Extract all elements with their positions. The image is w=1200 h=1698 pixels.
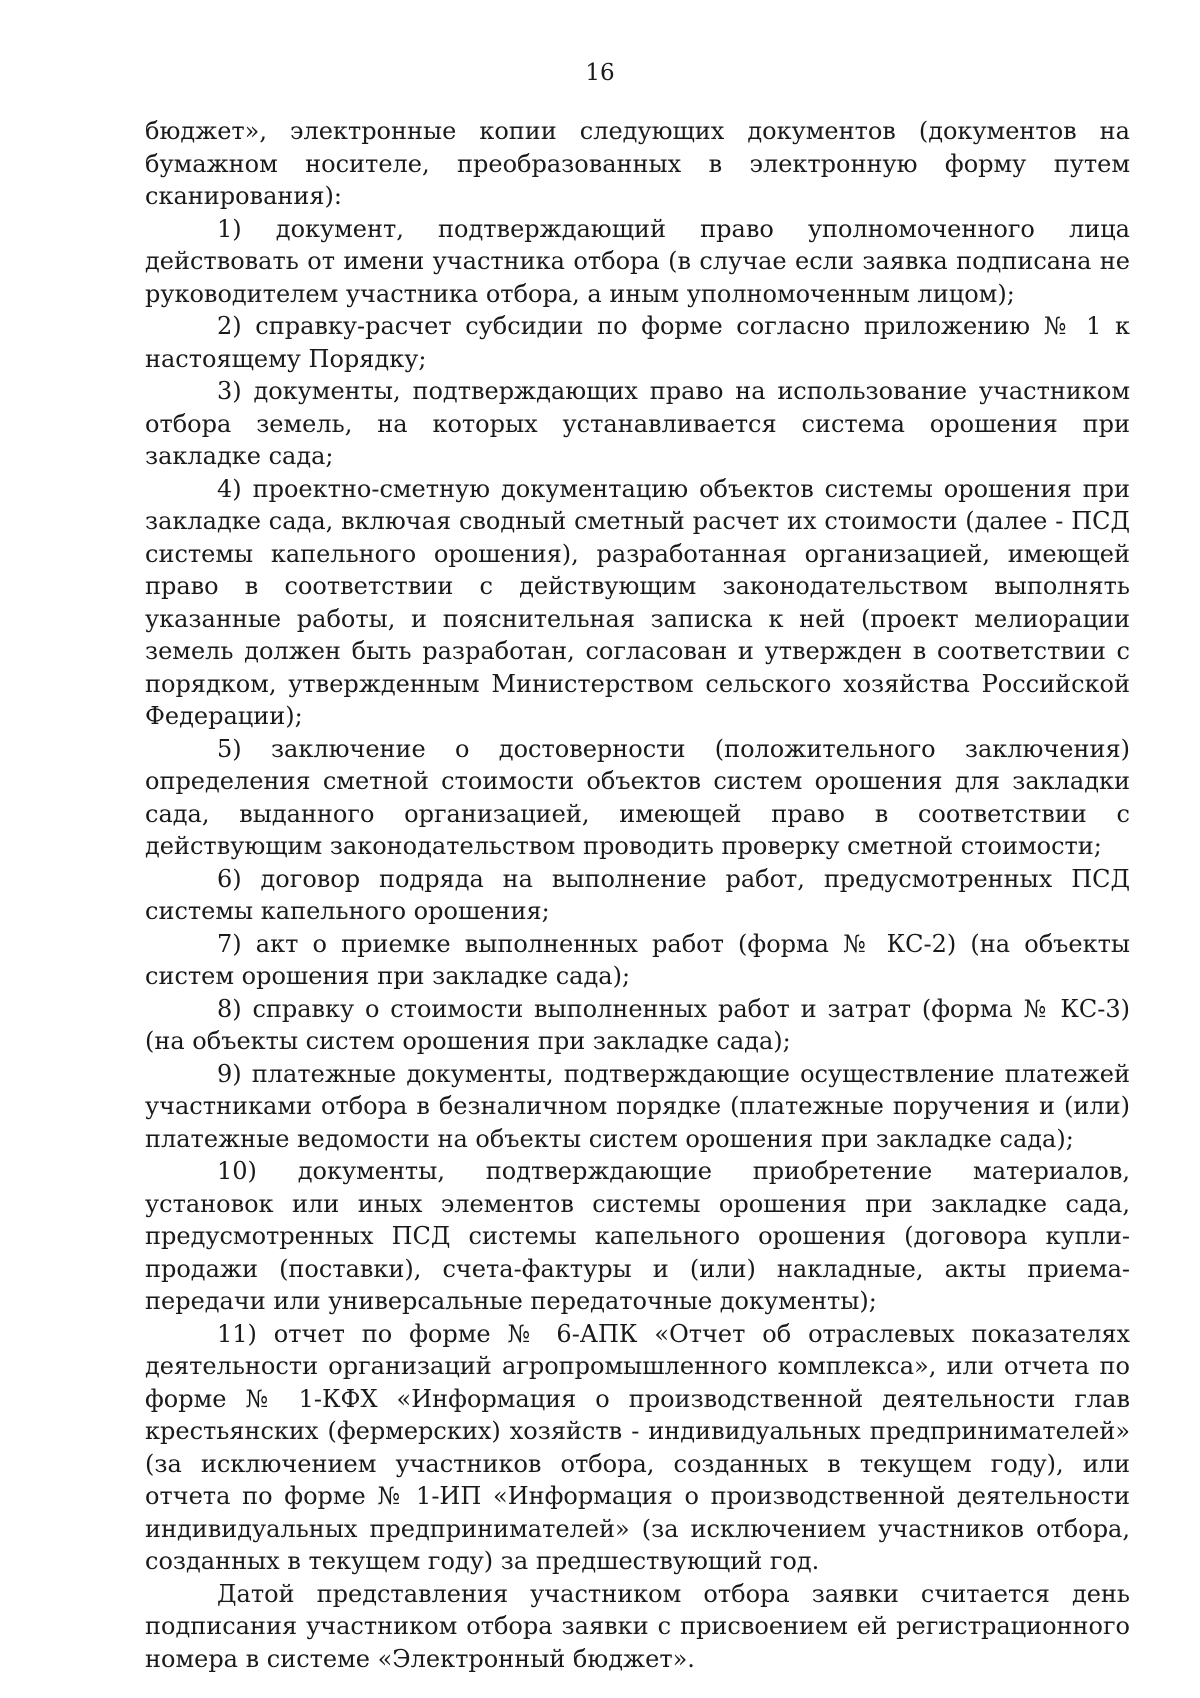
list-item-8: 8) справку о стоимости выполненных работ и затрат (форма № КС-3) (на объекты систем орошения при закладке сада); xyxy=(145,994,1130,1055)
list-item-10: 10) документы, подтверждающие приобретение материалов, установок или иных элементов системы орошения при закладке сада, предусмотренных ПСД системы капельного орошения (договора купли-продажи (поставки), счета-фактуры и (или) накладные, акты приема-передачи или универсальные передаточные документы); xyxy=(145,1157,1130,1315)
closing-paragraph: Датой представления участником отбора заявки считается день подписания участником отбора заявки с присвоением ей регистрационного номера в системе «Электронный бюджет». xyxy=(145,1579,1130,1673)
list-item-2: 2) справку-расчет субсидии по форме согласно приложению № 1 к настоящему Порядку; xyxy=(145,312,1130,373)
list-item-1: 1) документ, подтверждающий право уполномоченного лица действовать от имени участника отбора (в случае если заявка подписана не руководителем участника отбора, а иным уполномоченным лицом); xyxy=(145,214,1130,308)
list-item-5: 5) заключение о достоверности (положительного заключения) определения сметной стоимости объектов систем орошения для закладки сада, выданного организацией, имеющей право в соответствии с действующим законодательством проводить проверку сметной стоимости; xyxy=(145,734,1130,860)
list-item-4: 4) проектно-сметную документацию объектов системы орошения при закладке сада, включая сводный сметный расчет их стоимости (далее - ПСД системы капельного орошения), разработанная организацией, имеющей право в соответствии с действующим законодательством выполнять указанные работы, и пояснительная записка к ней (проект мелиорации земель должен быть разработан, согласован и утвержден в соответствии с порядком, утвержденным Министерством сельского хозяйства Российской Федерации); xyxy=(145,474,1130,730)
intro-paragraph: бюджет», электронные копии следующих документов (документов на бумажном носителе, преобразованных в электронную форму путем сканирования): xyxy=(145,117,1130,210)
document-body xyxy=(145,115,1130,1675)
list-item-11: 11) отчет по форме № 6-АПК «Отчет об отраслевых показателях деятельности организаций агропромышленного комплекса», или отчета по форме № 1-КФХ «Информация о производственной деятельности глав крестьянских (фермерских) хозяйств - индивидуальных предпринимателей» (за исключением участников отбора, созданных в текущем году), или отчета по форме № 1-ИП «Информация о производственной деятельности индивидуальных предпринимателей» (за исключением участников отбора, созданных в текущем году) за предшествующий год. xyxy=(145,1319,1130,1575)
list-item-9: 9) платежные документы, подтверждающие осуществление платежей участниками отбора в безналичном порядке (платежные поручения и (или) платежные ведомости на объекты систем орошения при закладке сада); xyxy=(145,1059,1130,1153)
page-number: 16 xyxy=(585,60,615,86)
list-item-7: 7) акт о приемке выполненных работ (форма № КС-2) (на объекты систем орошения при закладке сада); xyxy=(145,929,1130,990)
list-item-6: 6) договор подряда на выполнение работ, предусмотренных ПСД системы капельного орошения; xyxy=(145,864,1130,925)
list-item-3: 3) документы, подтверждающих право на использование участником отбора земель, на которых устанавливается система орошения при закладке сада; xyxy=(145,377,1130,470)
